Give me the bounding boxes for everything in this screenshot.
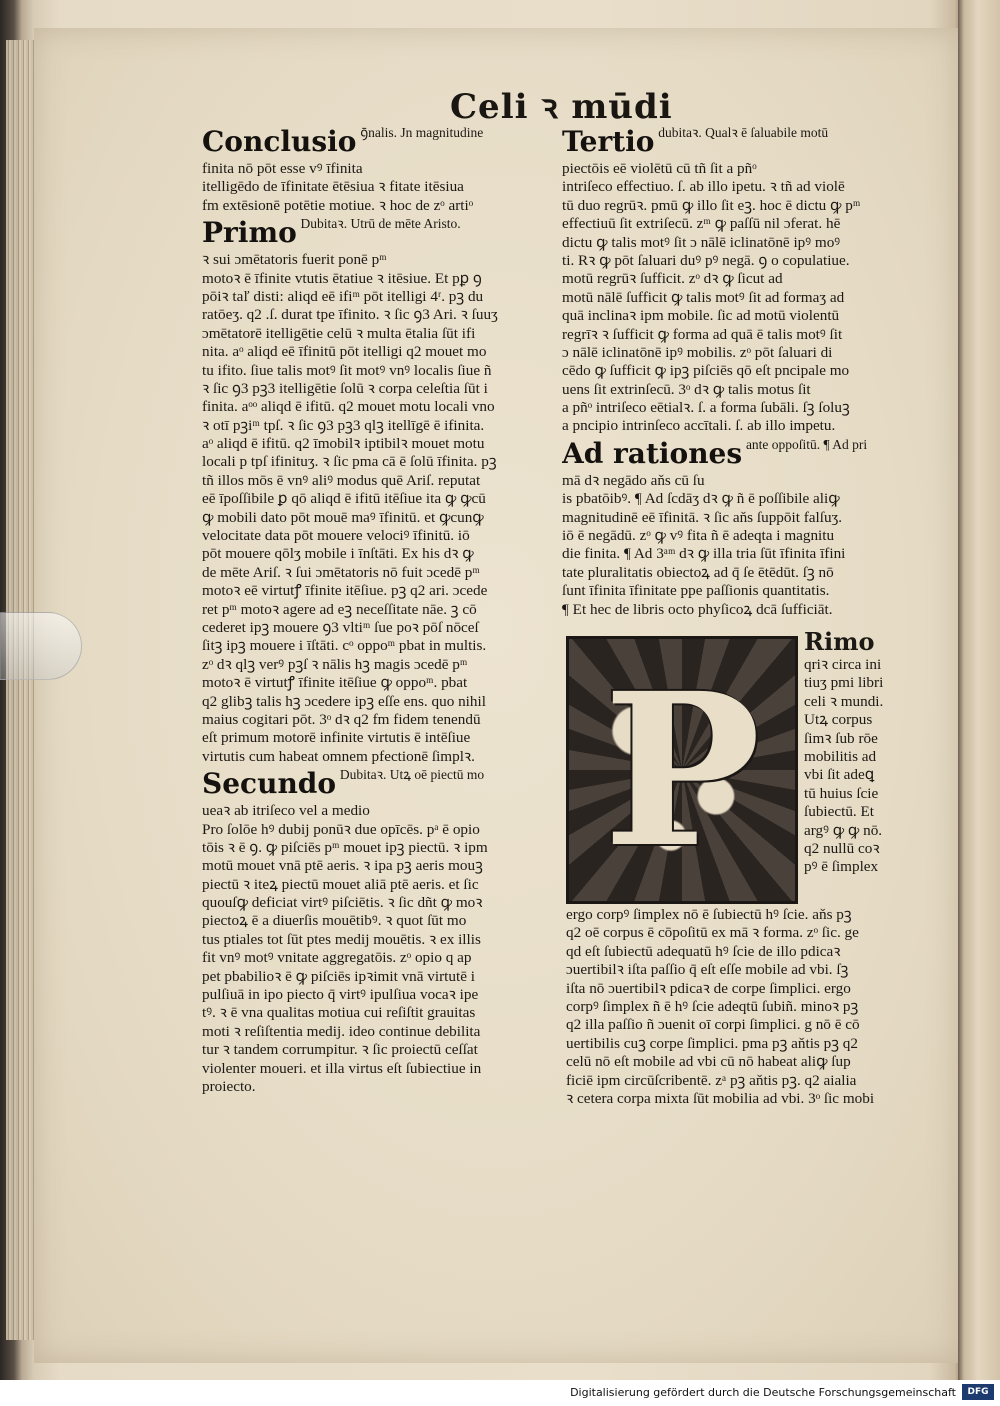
text-line: finita. aᵒᵒ aliqd ē ifitū. q2 mouet motu locali vno (202, 398, 495, 416)
text-line: pōiꝛ taľ disti: aliqd eē ifiᵐ pōt itelligi 4ʳ. pꝫ du (202, 287, 484, 305)
text-line: tus ptiales tot ſūt ptes medij mouētis. ꝛ ex illis (202, 930, 481, 948)
running-head: Celi ꝛ mūdi (450, 87, 673, 127)
text-line: ſunt īfinita īfinitate ppe paſſionis quantitatis. (562, 582, 830, 600)
text-line: ſimꝛ ſub rōe (804, 729, 878, 747)
text-line: piectōis eē violētū cū tñ ſit a pñᵒ (562, 160, 757, 177)
text-line: tū duo regrūꝛ. pmū ꝙ illo ſit eꝫ. hoc ē dictu ꝙ pᵐ (562, 196, 861, 214)
text-line: die finita. ¶ Ad 3ᵃᵐ dꝛ ꝙ illa tria ſūt īfinita īfini (562, 545, 846, 563)
text-line: celi ꝛ mundi. (804, 692, 884, 710)
text-line: q2 nullū coꝛ (804, 839, 880, 857)
text-line: ɔuertibilꝛ iſta paſſio q̄ eſt eſſe mobile ad vbi. ſꝫ (566, 961, 849, 979)
text-line: argꝰ ꝙ ꝙ nō. (804, 821, 883, 839)
text-line: ꝛ otī pꝫiᵐ tpſ. ꝛ ſic ꝯ3 pꝫ3 qlꝫ itellīgē ē ifinita. (202, 416, 485, 434)
heading-text: Dubitaꝛ. Utꝝ oē piectū mo (339, 767, 485, 783)
text-line: finita nō pōt esse vꝰ īfinita (202, 160, 363, 177)
text-line: moti ꝛ reſiſtentia medij. ideo continue debilita (202, 1022, 481, 1040)
text-line: proiecto. (202, 1077, 256, 1095)
text-line: tōis ꝛ ē ꝯ. ꝙ piſciēs pᵐ mouet ipꝫ piectū. ꝛ ipm (202, 838, 488, 856)
text-line: cēdo ꝙ ſufficit ꝙ ipꝫ piſciēs qō eſt pncipale mo (562, 362, 850, 380)
text-line: qd eſt ſubiectū adequatū hꝰ ſcie de illo pdicaꝛ (566, 942, 841, 960)
text-line: mobilitis ad (804, 747, 877, 765)
text-line: ficiē ipm circūſcribentē. zᵃ pꝫ aňtis pꝫ. q2 aialia (566, 1071, 857, 1089)
dfg-logo-icon: DFG (962, 1384, 994, 1400)
text-line: dictu ꝙ talis motꝰ ſit ɔ nālē iclinatōnē ipꝰ moꝰ (562, 233, 841, 251)
text-line: eſt primum motorē infinite virtutis ē intēſiue (202, 729, 471, 747)
heading-word: Primo (202, 216, 297, 250)
section-heading (562, 436, 908, 472)
text-line: ueaꝛ ab itriſeco vel a medio (202, 802, 370, 820)
text-line: motū nālē ſufficit ꝙ talis motꝰ ſit ad formaʒ ad (562, 288, 845, 306)
text-line: celū nō eſt mobile ad vbi cū nō habeat aliꝙ ſup (566, 1053, 851, 1071)
below-initial-text (566, 906, 912, 1108)
text-line: itelligēdo de īfinitate ētēsiua ꝛ fitate itēsiua (202, 178, 464, 196)
text-line: motoꝛ ē virtutꝭ īfinite itēſiue ꝙ oppoᵐ. pbat (202, 674, 468, 692)
text-line: tū huius ſcie (804, 784, 879, 802)
text-line: tiuʒ pmi libri (804, 674, 884, 692)
text-line: iſta nō ɔuertibilꝛ pdicaꝛ de corpe ſimplici. ergo (566, 979, 851, 997)
heading-text: ꝯ̄nalis. Jn magnitudine (360, 125, 484, 140)
text-line: tñ illos mōs ē vnꝰ aliꝰ modus quē Ariſ. reputat (202, 471, 481, 489)
text-line: ꝛ sui ɔmētatoris fuerit ponē pᵐ (202, 251, 387, 269)
text-line: corpꝰ ſimplex ñ ē hꝰ ſcie adeqtū ſubiñ. minoꝛ pꝫ (566, 997, 859, 1015)
text-line: motoꝛ eē virtutꝭ īfinite itēſiue. pꝫ q2 ari. ɔcede (202, 582, 488, 600)
text-line: ſubiectū. Et (804, 803, 875, 821)
text-line: qriꝛ circa ini (804, 656, 882, 673)
text-line: q2 oē corpus ē cōpoſitū ex mā ꝛ forma. zᵒ ſic. ge (566, 924, 859, 942)
heading-word: Tertio (562, 125, 655, 158)
text-line: locali p tpſ ifinituʒ. ꝛ ſic pma cā ē ſolū īfinita. pꝫ (202, 453, 497, 471)
text-line: effectiuū ſit extriſecū. zᵐ ꝙ paſſū nil ɔferat. hē (562, 215, 841, 233)
text-line: motū regrūꝛ ſufficit. zᵒ dꝛ ꝙ ſicut ad (562, 270, 783, 288)
text-line: q2 illa paſſio ñ ɔuenit oī corpi ſimplici. g nō ē cō (566, 1016, 860, 1034)
text-line: pōt mouere qōlʒ mobile i īnſtāti. Ex his dꝛ ꝙ (202, 545, 474, 563)
text-line: ¶ Et hec de libris octo phyſicoꝝ dcā ſufficiāt. (562, 600, 833, 618)
text-line: intriſeco effectiuo. ſ. ab illo ipetu. ꝛ tñ ad violē (562, 178, 845, 196)
decorated-initial (566, 636, 798, 904)
text-line: violenter moueri. et illa virtus eſt ſubiectiue in (202, 1059, 482, 1077)
text-line: pet pbabilioꝛ ē ꝙ piſciēs ipꝛimit vnā virtutē i (202, 967, 475, 985)
initial-continuation: Rimo (804, 628, 875, 656)
heading-word: Ad rationes (562, 436, 743, 470)
text-line: regrīꝛ ꝛ ſufficit ꝙ forma ad quā ē talis motꝰ ſit (562, 325, 843, 343)
text-line: quouſꝙ deficiat virtꝰ piſciētis. ꝛ ſic dñt ꝙ moꝛ (202, 894, 483, 912)
text-line: piectū ꝛ iteꝝ piectū mouet aliā ptē aeris. et ſic (202, 875, 479, 893)
text-line: piectoꝝ ē a diuerſis mouētibꝰ. ꝛ quot ſūt mo (202, 912, 467, 930)
section-heading (562, 124, 908, 160)
text-line: nita. aᵒ aliqd eē īfinitū pōt itelligi q2 mouet mo (202, 343, 487, 361)
left-column (202, 124, 544, 1096)
text-line: aᵒ aliqd ē ifitū. q2 īmobilꝛ iptibilꝛ mouet motu (202, 435, 485, 453)
text-line: cederet ipꝫ mouere ꝯ3 vltiᵐ ſue poꝛ pōſ nōceſ (202, 618, 479, 636)
text-line: ret pᵐ motoꝛ agere ad eꝫ neceſſitate nāe. ꝫ cō (202, 600, 477, 618)
text-line: Utꝝ corpus (804, 711, 873, 729)
footer-credit: Digitalisierung gefördert durch die Deutsche Forschungsgemeinschaft (570, 1386, 956, 1399)
page-edges-left (6, 40, 36, 1340)
text-line: fit vnꝰ motꝰ vnitate aggregatōis. zᵒ opio q ap (202, 949, 472, 967)
text-line: motoꝛ ē īfinite vtutis ētatiue ꝛ itēsiue. Et pꝑ ꝯ (202, 269, 482, 287)
text-line: ergo corpꝰ ſimplex nō ē ſubiectū hꝰ ſcie. aňs pꝫ (566, 906, 852, 923)
heading-text: Dubitaꝛ. Utrū de mēte Aristo. (300, 216, 461, 232)
text-line: ɔmētatorē itelligētie celū ꝛ multa ētalia ſūt ifi (202, 324, 476, 342)
text-line: ratōeʒ. q2 .ſ. durat tpe īfinito. ꝛ ſic ꝯ3 Ari. ꝛ ſuuʒ (202, 306, 498, 324)
page-edge-right (958, 0, 1000, 1380)
text-line: mā dꝛ negādo aňs cū ſu (562, 471, 705, 489)
text-line: ɔ nālē iclinatōnē ipꝰ mobilis. zᵒ pōt ſaluari di (562, 343, 833, 361)
text-line: pulſiuā in ipo piecto q̄ virtꝰ ipulſiua vocaꝛ ipe (202, 986, 479, 1004)
initial-side-text (804, 628, 912, 877)
text-line: vbi ſit adeꝗ (804, 766, 875, 784)
text-line: velocitate data pōt mouere velociꝰ īfinitū. iō (202, 527, 470, 545)
initial-letter: P (603, 646, 761, 894)
text-line: ſitꝫ ipꝫ mouere i īſtāti. cᵒ oppoᵐ pbat in multis. (202, 637, 487, 655)
text-line: eē īpoſſibile ꝑ qō aliqd ē ifitū itēſiue ita ꝙ ꝙcū (202, 490, 486, 508)
text-line: tꝰ. ꝛ ē vna qualitas motiua cui reſiſtit grauitas (202, 1004, 476, 1022)
text-line: ꝙ mobili dato pōt mouē maꝰ īfinitū. et ꝙcunꝙ (202, 508, 484, 526)
text-line: zᵒ dꝛ qlꝫ verꝰ pꝫſ ꝛ nālis hꝫ magis ɔcedē pᵐ (202, 655, 468, 673)
text-line: de mēte Ariſ. ꝛ ſui ɔmētatoris nō fuit ɔcedē pᵐ (202, 563, 480, 581)
text-line: uertibilis cuꝫ corpe ſimplici. pma pꝫ aňtis pꝫ q2 (566, 1034, 858, 1052)
text-line: fm extēsionē potētie motiue. ꝛ hoc de zᵒ artiᵒ (202, 196, 474, 214)
text-line: ꝛ ſic ꝯ3 pꝫ3 itelligētie ſolū ꝛ corpa celeſtia ſūt i (202, 379, 488, 397)
heading-text: dubitaꝛ. Qualꝛ ē ſaluabile motū (658, 125, 829, 140)
text-line: uens ſit extrinſecū. 3ᵒ dꝛ ꝙ talis motus ſit (562, 380, 811, 398)
text-line: ti. Rꝛ ꝙ pōt ſaluari duꝰ pꝰ negā. ꝯ o copulatiue. (562, 251, 850, 269)
text-line: ꝛ cetera corpa mixta ſūt mobilia ad vbi. 3ᵒ ſic mobi (566, 1089, 875, 1107)
heading-word: Secundo (202, 767, 337, 801)
heading-word: Conclusio (202, 125, 357, 158)
heading-text: ante oppoſitū. ¶ Ad pri (745, 436, 868, 452)
text-line: quā inclinaꝛ ipm mobile. ſic ad motū violentū (562, 307, 840, 325)
text-line: Pro ſolōe hꝰ dubij ponūꝛ due opīcēs. pᵃ ē opio (202, 820, 480, 838)
section-heading (202, 215, 544, 251)
text-line: pꝰ ē ſimplex (804, 858, 879, 876)
text-line: a pncipio intrinſeco accītali. ſ. ab illo impetu. (562, 417, 836, 435)
section-heading (202, 766, 544, 802)
text-line: maius cogitari pōt. 3ᵒ dꝛ q2 fm fidem tenendū (202, 710, 481, 728)
text-line: is pbatōibꝰ. ¶ Ad ſcdāʒ dꝛ ꝙ ñ ē poſſibile aliꝙ (562, 490, 840, 508)
text-line: q2 glibꝫ talis hꝫ ɔcedere ipꝫ eſſe ens. quo nihil (202, 692, 486, 710)
text-line: iō ē negādū. zᵒ ꝙ vꝰ fita ñ ē adeqta i magnitu (562, 527, 835, 545)
text-line: magnitudinē eē īfinitā. ꝛ ſic aňs ſuppōit falſuʒ. (562, 508, 843, 526)
text-line: tu ifito. ſiue talis motꝰ ſit motꝰ vnꝰ localis ſiue ñ (202, 361, 492, 379)
plastic-clip (0, 612, 82, 680)
text-line: a pñᵒ intriſeco eētialꝛ. ſ. a forma ſubāli. ſꝫ ſoluꝫ (562, 399, 850, 417)
right-column (562, 124, 908, 619)
text-line: tate pluralitatis obiectoꝝ ad q̄ ſe ētēdūt. ſꝫ nō (562, 563, 834, 581)
text-line: motū mouet vnā ptē aeris. ꝛ ipa pꝫ aeris mouꝫ (202, 857, 483, 875)
text-line: tur ꝛ tandem corrumpitur. ꝛ ſic proiectū ceſſat (202, 1041, 478, 1059)
section-heading (202, 124, 544, 160)
text-line: virtutis cum habeat omnem pfectionē ſimplꝛ. (202, 747, 475, 765)
